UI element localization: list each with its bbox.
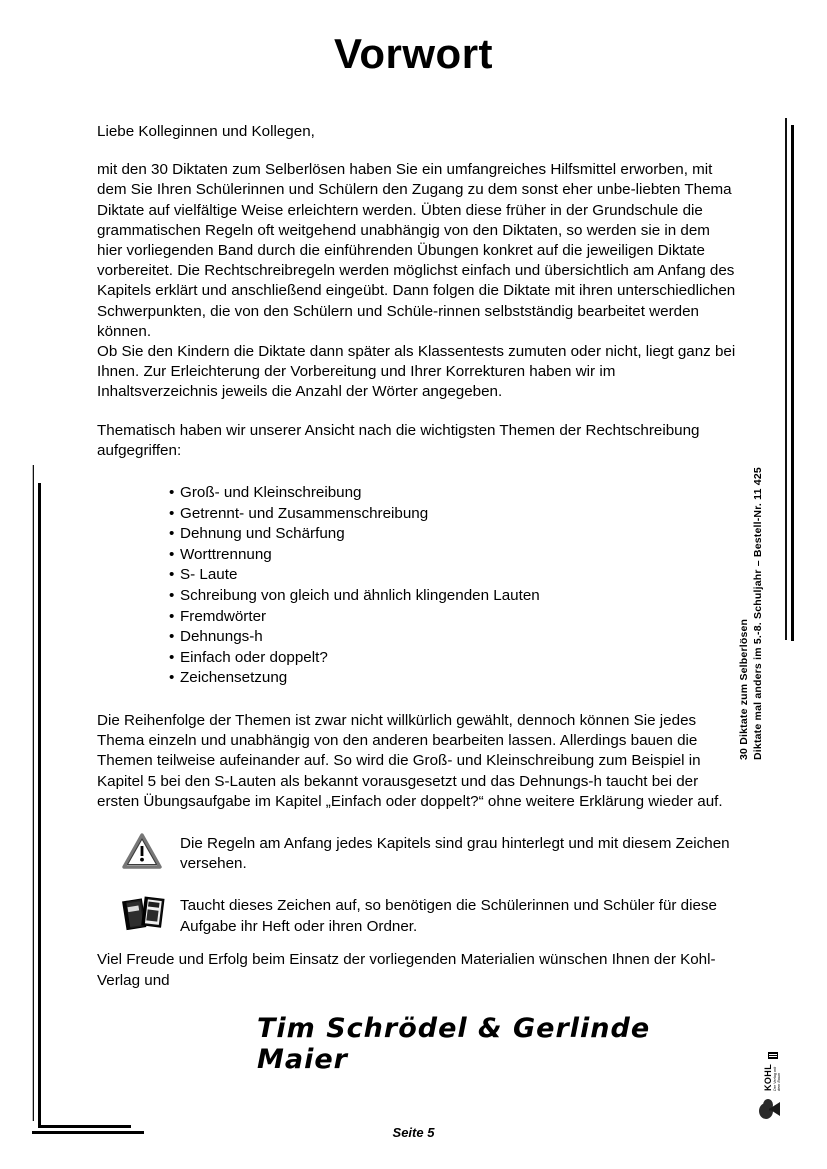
page-number: Seite 5 bbox=[392, 1125, 435, 1140]
document-body bbox=[97, 122, 737, 1075]
frame-left-outer-line bbox=[32, 465, 34, 1121]
list-item: • Einfach oder doppelt? bbox=[169, 648, 737, 669]
list-item: • Worttrennung bbox=[169, 545, 737, 566]
frame-right-outer-line bbox=[785, 118, 787, 640]
barcode-icon bbox=[768, 1052, 778, 1059]
side-meta-text bbox=[738, 460, 765, 760]
side-meta-line-1: 30 Diktate zum Selberlösen bbox=[738, 618, 750, 760]
note-text-notebooks: Taucht dieses Zeichen auf, so benötigen die Schülerinnen und Schüler für diese Aufgabe ihr Heft oder ihren Ordner. bbox=[180, 897, 717, 935]
notebooks-icon bbox=[122, 892, 180, 940]
list-item: • S- Laute bbox=[169, 565, 737, 586]
publisher-logo bbox=[757, 1052, 788, 1120]
page-title: Vorwort bbox=[333, 30, 494, 77]
note-text-rules: Die Regeln am Anfang jedes Kapitels sind grau hinterlegt und mit diesem Zeichen versehen. bbox=[180, 835, 730, 873]
paragraph-classtests: Ob Sie den Kindern die Diktate dann später als Klassentests zumuten oder nicht, liegt ganz bei Ihnen. Zur Erleichterung der Vorbereitung und Ihrer Korrekturen haben wir im Inhaltsverzeichnis jeweils die Anzahl der Wörter angegeben. bbox=[97, 343, 736, 401]
tree-icon bbox=[757, 1094, 788, 1120]
spacer bbox=[97, 874, 737, 892]
spacer bbox=[97, 461, 737, 483]
frame-right-inner-line bbox=[791, 125, 794, 641]
frame-left-inner-line bbox=[38, 483, 41, 1128]
note-row-rules bbox=[122, 830, 737, 874]
signature: Tim Schrödel & Gerlinde Maier bbox=[257, 1012, 651, 1075]
list-item: • Getrennt- und Zusammenschreibung bbox=[169, 504, 737, 525]
logo-name: KOHL bbox=[762, 1063, 773, 1091]
warning-triangle-icon bbox=[122, 830, 180, 874]
list-item: • Schreibung von gleich und ähnlich klingenden Lauten bbox=[169, 586, 737, 607]
list-item: • Groß- und Kleinschreibung bbox=[169, 483, 737, 504]
spacer bbox=[97, 689, 737, 711]
paragraph-intro: mit den 30 Diktaten zum Selberlösen haben Sie ein umfangreiches Hilfsmittel erworben, mit dem Sie Ihren Schülerinnen und Schülern den Zugang zu dem sonst eher unbe-liebten Thema Diktate auf vielfältige Weise erleichtern werden. Übten diese früher in der Grundschule die grammatischen Regeln oft weitgehend unabhängig von den Diktaten, so werden sie in dem hier vorliegenden Band durch die einführenden Übungen konkret auf die jeweiligen Diktate vorbereitet. Die Rechtschreibregeln werden möglichst einfach und übersichtlich am Anfang des Kapitels erklärt und anschließend eingeübt. Dann folgen die Diktate mit ihren unterschiedlichen Schwerpunkten, die von den Schülern und Schüle-rinnen selbstständig bearbeitet werden können. bbox=[97, 161, 736, 340]
spacer bbox=[97, 403, 737, 421]
list-item: • Zeichensetzung bbox=[169, 668, 737, 689]
closing-paragraph: Viel Freude und Erfolg beim Einsatz der vorliegenden Materialien wünschen Ihnen der Kohl-Verlag und bbox=[97, 951, 716, 989]
note-row-notebooks bbox=[122, 892, 737, 940]
list-item: • Fremdwörter bbox=[169, 607, 737, 628]
logo-tagline: Der Verlag mit dem Baum bbox=[772, 1066, 781, 1091]
paragraph-order: Die Reihenfolge der Themen ist zwar nicht willkürlich gewählt, dennoch können Sie jedes Thema einzeln und unabhängig von den anderen bearbeiten lassen. Allerdings bauen die Themen teilweise aufeinander auf. So wird die Groß- und Kleinschreibung zum Beispiel in Kapitel 5 bei den S-Lauten als bekannt vorausgesetzt und das Dehnungs-h taucht bei der ersten Übungsaufgabe im Kapitel „Einfach oder doppelt?“ ohne weitere Erklärung wieder auf. bbox=[97, 711, 723, 810]
list-item: • Dehnung und Schärfung bbox=[169, 524, 737, 545]
spacer bbox=[97, 812, 737, 830]
salutation: Liebe Kolleginnen und Kollegen, bbox=[97, 123, 315, 140]
spacer bbox=[97, 142, 737, 160]
logo-wordmark bbox=[764, 1064, 781, 1091]
paragraph-topics-intro: Thematisch haben wir unserer Ansicht nach die wichtigsten Themen der Rechtschreibung aufgegriffen: bbox=[97, 421, 700, 459]
topic-list bbox=[169, 483, 737, 689]
list-item: • Dehnungs-h bbox=[169, 627, 737, 648]
spacer bbox=[97, 940, 737, 950]
side-meta-line-2: Diktate mal anders im 5.-8. Schuljahr – Bestell-Nr. 11 425 bbox=[751, 467, 764, 760]
